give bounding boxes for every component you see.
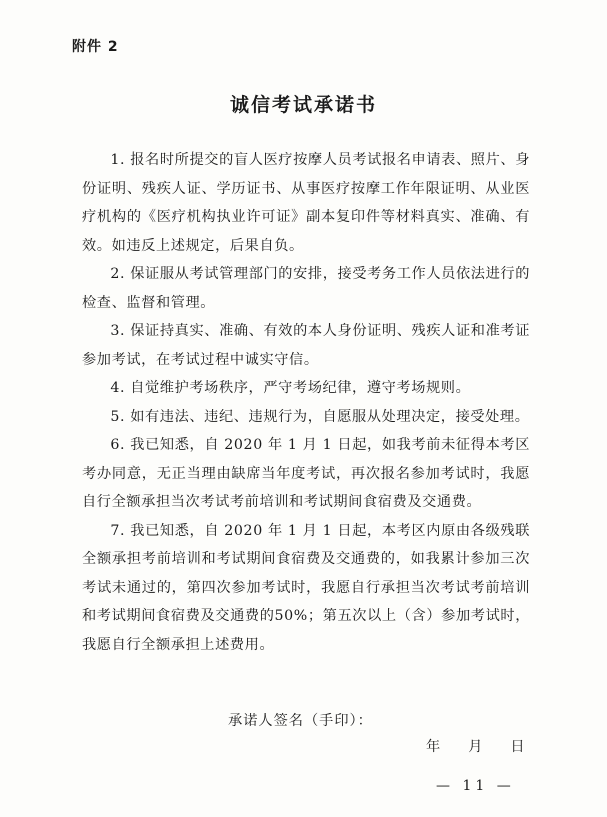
date-month: 月 <box>468 739 483 755</box>
signature-label: 承诺人签名（手印）： <box>228 713 373 729</box>
paragraph-2: 2. 保证服从考试管理部门的安排，接受考务工作人员依法进行的检查、监督和管理。 <box>82 266 530 311</box>
date-day: 日 <box>510 739 525 755</box>
paragraph-3: 3. 保证持真实、准确、有效的本人身份证明、残疾人证和准考证参加考试，在考试过程中诚实守信。 <box>82 323 530 368</box>
paragraph-7: 7. 我已知悉，自 2020 年 1 月 1 日起，本考区内原由各级残联全额承担考前培训和考试期间食宿费及交通费的，如我累计参加三次考试未通过的，第四次参加考试时，我愿自行承担当次考试考前培训和考试期间食宿费及交通费的50%；第五次以上（含）参加考试时，我愿自行全额承担上述费用。 <box>82 522 530 653</box>
paragraph-5: 5. 如有违法、违纪、违规行为，自愿服从处理决定，接受处理。 <box>110 408 530 425</box>
attachment-label: 附件 2 <box>72 39 119 55</box>
paragraph-1: 1. 报名时所提交的盲人医疗按摩人员考试报名申请表、照片、身份证明、残疾人证、学历证书、从事医疗按摩工作年限证明、从业医疗机构的《医疗机构执业许可证》副本复印件等材料真实、准确、有效。如违反上述规定，后果自负。 <box>82 152 530 254</box>
paragraph-4: 4. 自觉维护考场秩序，严守考场纪律，遵守考场规则。 <box>110 380 471 396</box>
paragraph-6: 6. 我已知悉，自 2020 年 1 月 1 日起，如我考前未征得本考区考办同意，无正当理由缺席当年度考试，再次报名参加考试时，我愿自行全额承担当次考试考前培训和考试期间食宿费及交通费。 <box>82 437 530 510</box>
signature-date <box>398 736 525 756</box>
page-title: 诚信考试承诺书 <box>229 94 377 116</box>
page-number: — 11 — <box>436 778 515 794</box>
date-year: 年 <box>426 739 441 755</box>
document-body <box>82 146 530 659</box>
